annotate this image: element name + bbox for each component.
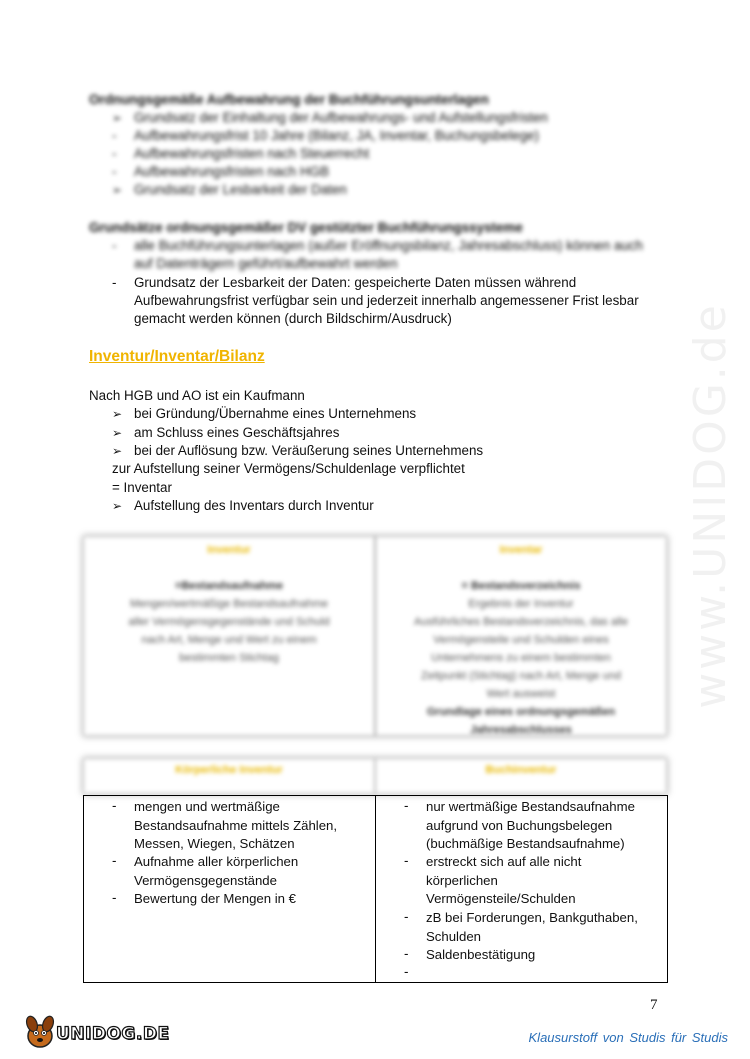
watermark-text: www.UNIDOG.de <box>684 301 736 709</box>
bullet-item <box>112 424 339 442</box>
logo-text: UNIDOG.DE <box>56 1024 170 1044</box>
list-item-text: Grundsatz der Einhaltung der Aufbewahrungs- und Aufstellungsfristen <box>134 110 548 125</box>
dash-bullet: - <box>404 964 409 979</box>
list-item <box>426 946 535 965</box>
bullet-text: am Schluss eines Geschäftsjahres <box>134 425 340 440</box>
header-buchinventur: Buchinventur <box>375 758 667 794</box>
cell-title: Inventur <box>207 544 251 556</box>
list-item: - alle Buchführungsunterlagen (außer Eröffnungsbilanz, Jahresabschluss) können auch <box>112 238 643 253</box>
bullet-text: bei der Auflösung bzw. Veräußerung seines Unternehmens <box>134 443 484 458</box>
item-line: Bestandsaufnahme mittels Zählen, <box>134 817 338 833</box>
inventur-types-table <box>83 795 668 983</box>
item-line: zB bei Forderungen, Bankguthaben, <box>426 910 638 925</box>
list-item <box>134 890 296 909</box>
intro-text: Nach HGB und AO ist ein Kaufmann <box>89 388 305 403</box>
item-line: Vermögensgegenstände <box>134 872 277 888</box>
cell-subtitle: =Bestandsaufnahme <box>175 580 283 592</box>
item-line: mengen und wertmäßige <box>134 799 280 814</box>
item-line: nur wertmäßige Bestandsaufnahme <box>426 799 635 814</box>
table-column-koerperlich <box>84 796 375 982</box>
table-cell-inventar <box>375 536 667 736</box>
list-item-text: Aufbewahrungsfrist 10 Jahre (Bilanz, JA, Inventar, Buchungsbelege) <box>134 128 539 143</box>
unidog-logo <box>22 1010 170 1050</box>
list-item <box>426 798 635 854</box>
dash-bullet: - <box>404 909 409 924</box>
dash-bullet: - <box>404 853 409 868</box>
table-cell-inventur <box>83 536 375 736</box>
bullet-item <box>112 497 374 515</box>
dash-bullet: - <box>404 946 409 961</box>
item-line: aufgrund von Buchungsbelegen <box>426 817 613 833</box>
cell-line: Zeitpunkt (Stichtag) nach Art, Menge und <box>421 670 621 682</box>
dash-bullet: - <box>112 890 117 905</box>
item-line: Schulden <box>426 928 481 944</box>
inventur-inventar-table <box>83 536 667 736</box>
bullet-item <box>112 442 483 460</box>
cell-line: Unternehmens zu einem bestimmten <box>431 652 611 664</box>
item-line: Saldenbestätigung <box>426 947 536 962</box>
cell-line: aller Vermögensgegenstände und Schuld <box>128 616 330 628</box>
list-item-lesbarkeit: - Grundsatz der Lesbarkeit der Daten: gespeicherte Daten müssen während <box>112 275 577 290</box>
heading-dv-buchfuehrung: Grundsätze ordnungsgemäßer DV gestützter Buchführungssysteme <box>89 220 523 235</box>
dash-bullet: - <box>112 853 117 868</box>
item-line: (buchmäßige Bestandsaufnahme) <box>426 836 625 851</box>
cell-bold-line: Grundlage eines ordnungsgemäßen <box>426 706 616 718</box>
heading-aufbewahrung: Ordnungsgemäße Aufbewahrung der Buchführungsunterlagen <box>89 92 489 107</box>
cell-line: Mengen/wertmäßige Bestandsaufnahme <box>129 598 329 610</box>
list-item: ➢ Grundsatz der Lesbarkeit der Daten <box>112 182 347 197</box>
list-item <box>426 909 638 946</box>
equals-text: = Inventar <box>112 480 172 495</box>
cell-line: Wert ausweist <box>486 688 556 700</box>
list-item <box>134 853 298 890</box>
list-item-continuation: gemacht werden können (durch Bildschirm/Ausdruck) <box>134 311 452 326</box>
item-line: Bewertung der Mengen in € <box>134 891 297 906</box>
bullet-text: Aufstellung des Inventars durch Inventur <box>134 498 374 513</box>
footer-tagline: Klausurstoff von Studis für Studis <box>528 1030 728 1045</box>
cell-line: Ergebnis der Inventur <box>468 598 574 610</box>
list-item-text: Aufbewahrungsfristen nach HGB <box>134 164 330 179</box>
arrow-bullet-icon: ➢ <box>112 499 123 513</box>
cell-bold-line: Jahresabschlusses <box>470 724 572 736</box>
cell-line: nach Art, Menge und Wert zu einem <box>141 634 317 646</box>
page-number: 7 <box>650 997 658 1013</box>
list-item: - Aufbewahrungsfristen nach HGB <box>112 164 330 179</box>
bullet-item <box>112 405 416 423</box>
table-column-buchinventur <box>375 796 667 982</box>
list-item-continuation: auf Datenträgern geführt/aufbewahrt werden <box>134 256 398 271</box>
cell-line: Vermögensteile und Schulden eines <box>433 634 609 646</box>
list-item: - Aufbewahrungsfristen nach Steuerrecht <box>112 146 370 161</box>
list-item: - Aufbewahrungsfrist 10 Jahre (Bilanz, JA, Inventar, Buchungsbelege) <box>112 128 539 143</box>
list-item-text: alle Buchführungsunterlagen (außer Eröffnungsbilanz, Jahresabschluss) können auch <box>134 238 643 253</box>
list-item-continuation: Aufbewahrungsfrist verfügbar sein und jederzeit innerhalb angemessener Frist lesbar <box>134 293 639 308</box>
bullet-text: bei Gründung/Übernahme eines Unternehmens <box>134 406 417 421</box>
cell-line: bestimmten Stichtag <box>179 652 279 664</box>
item-line: körperlichen <box>426 872 498 888</box>
item-line: erstreckt sich auf alle nicht <box>426 854 582 869</box>
header-koerperliche-inventur: Körperliche Inventur <box>83 758 375 794</box>
item-line: Aufnahme aller körperlichen <box>134 854 299 869</box>
list-item-text: Grundsatz der Lesbarkeit der Daten: gespeicherte Daten müssen während <box>134 275 577 290</box>
cell-line: Ausführliches Bestandsverzeichnis, das alle <box>413 616 628 628</box>
section-heading: Inventur/Inventar/Bilanz <box>89 348 265 365</box>
arrow-bullet-icon: ➢ <box>112 426 123 440</box>
dog-icon <box>22 1012 58 1050</box>
list-item-text: Aufbewahrungsfristen nach Steuerrecht <box>134 146 370 161</box>
item-line: Messen, Wiegen, Schätzen <box>134 836 295 851</box>
arrow-bullet-icon: ➢ <box>112 444 123 458</box>
list-item: ➢ Grundsatz der Einhaltung der Aufbewahrungs- und Aufstellungsfristen <box>112 110 548 125</box>
dash-bullet: - <box>112 798 117 813</box>
continuation-text: zur Aufstellung seiner Vermögens/Schuldenlage verpflichtet <box>112 461 465 476</box>
cell-subtitle: = Bestandsverzeichnis <box>461 580 581 592</box>
cell-title: Inventar <box>499 544 543 556</box>
list-item-text: Grundsatz der Lesbarkeit der Daten <box>134 182 347 197</box>
dash-bullet: - <box>404 798 409 813</box>
arrow-bullet-icon: ➢ <box>112 407 123 421</box>
list-item <box>134 798 337 854</box>
inventur-types-table-header <box>83 758 667 794</box>
item-line: Vermögensteile/Schulden <box>426 891 576 906</box>
list-item <box>426 853 581 909</box>
